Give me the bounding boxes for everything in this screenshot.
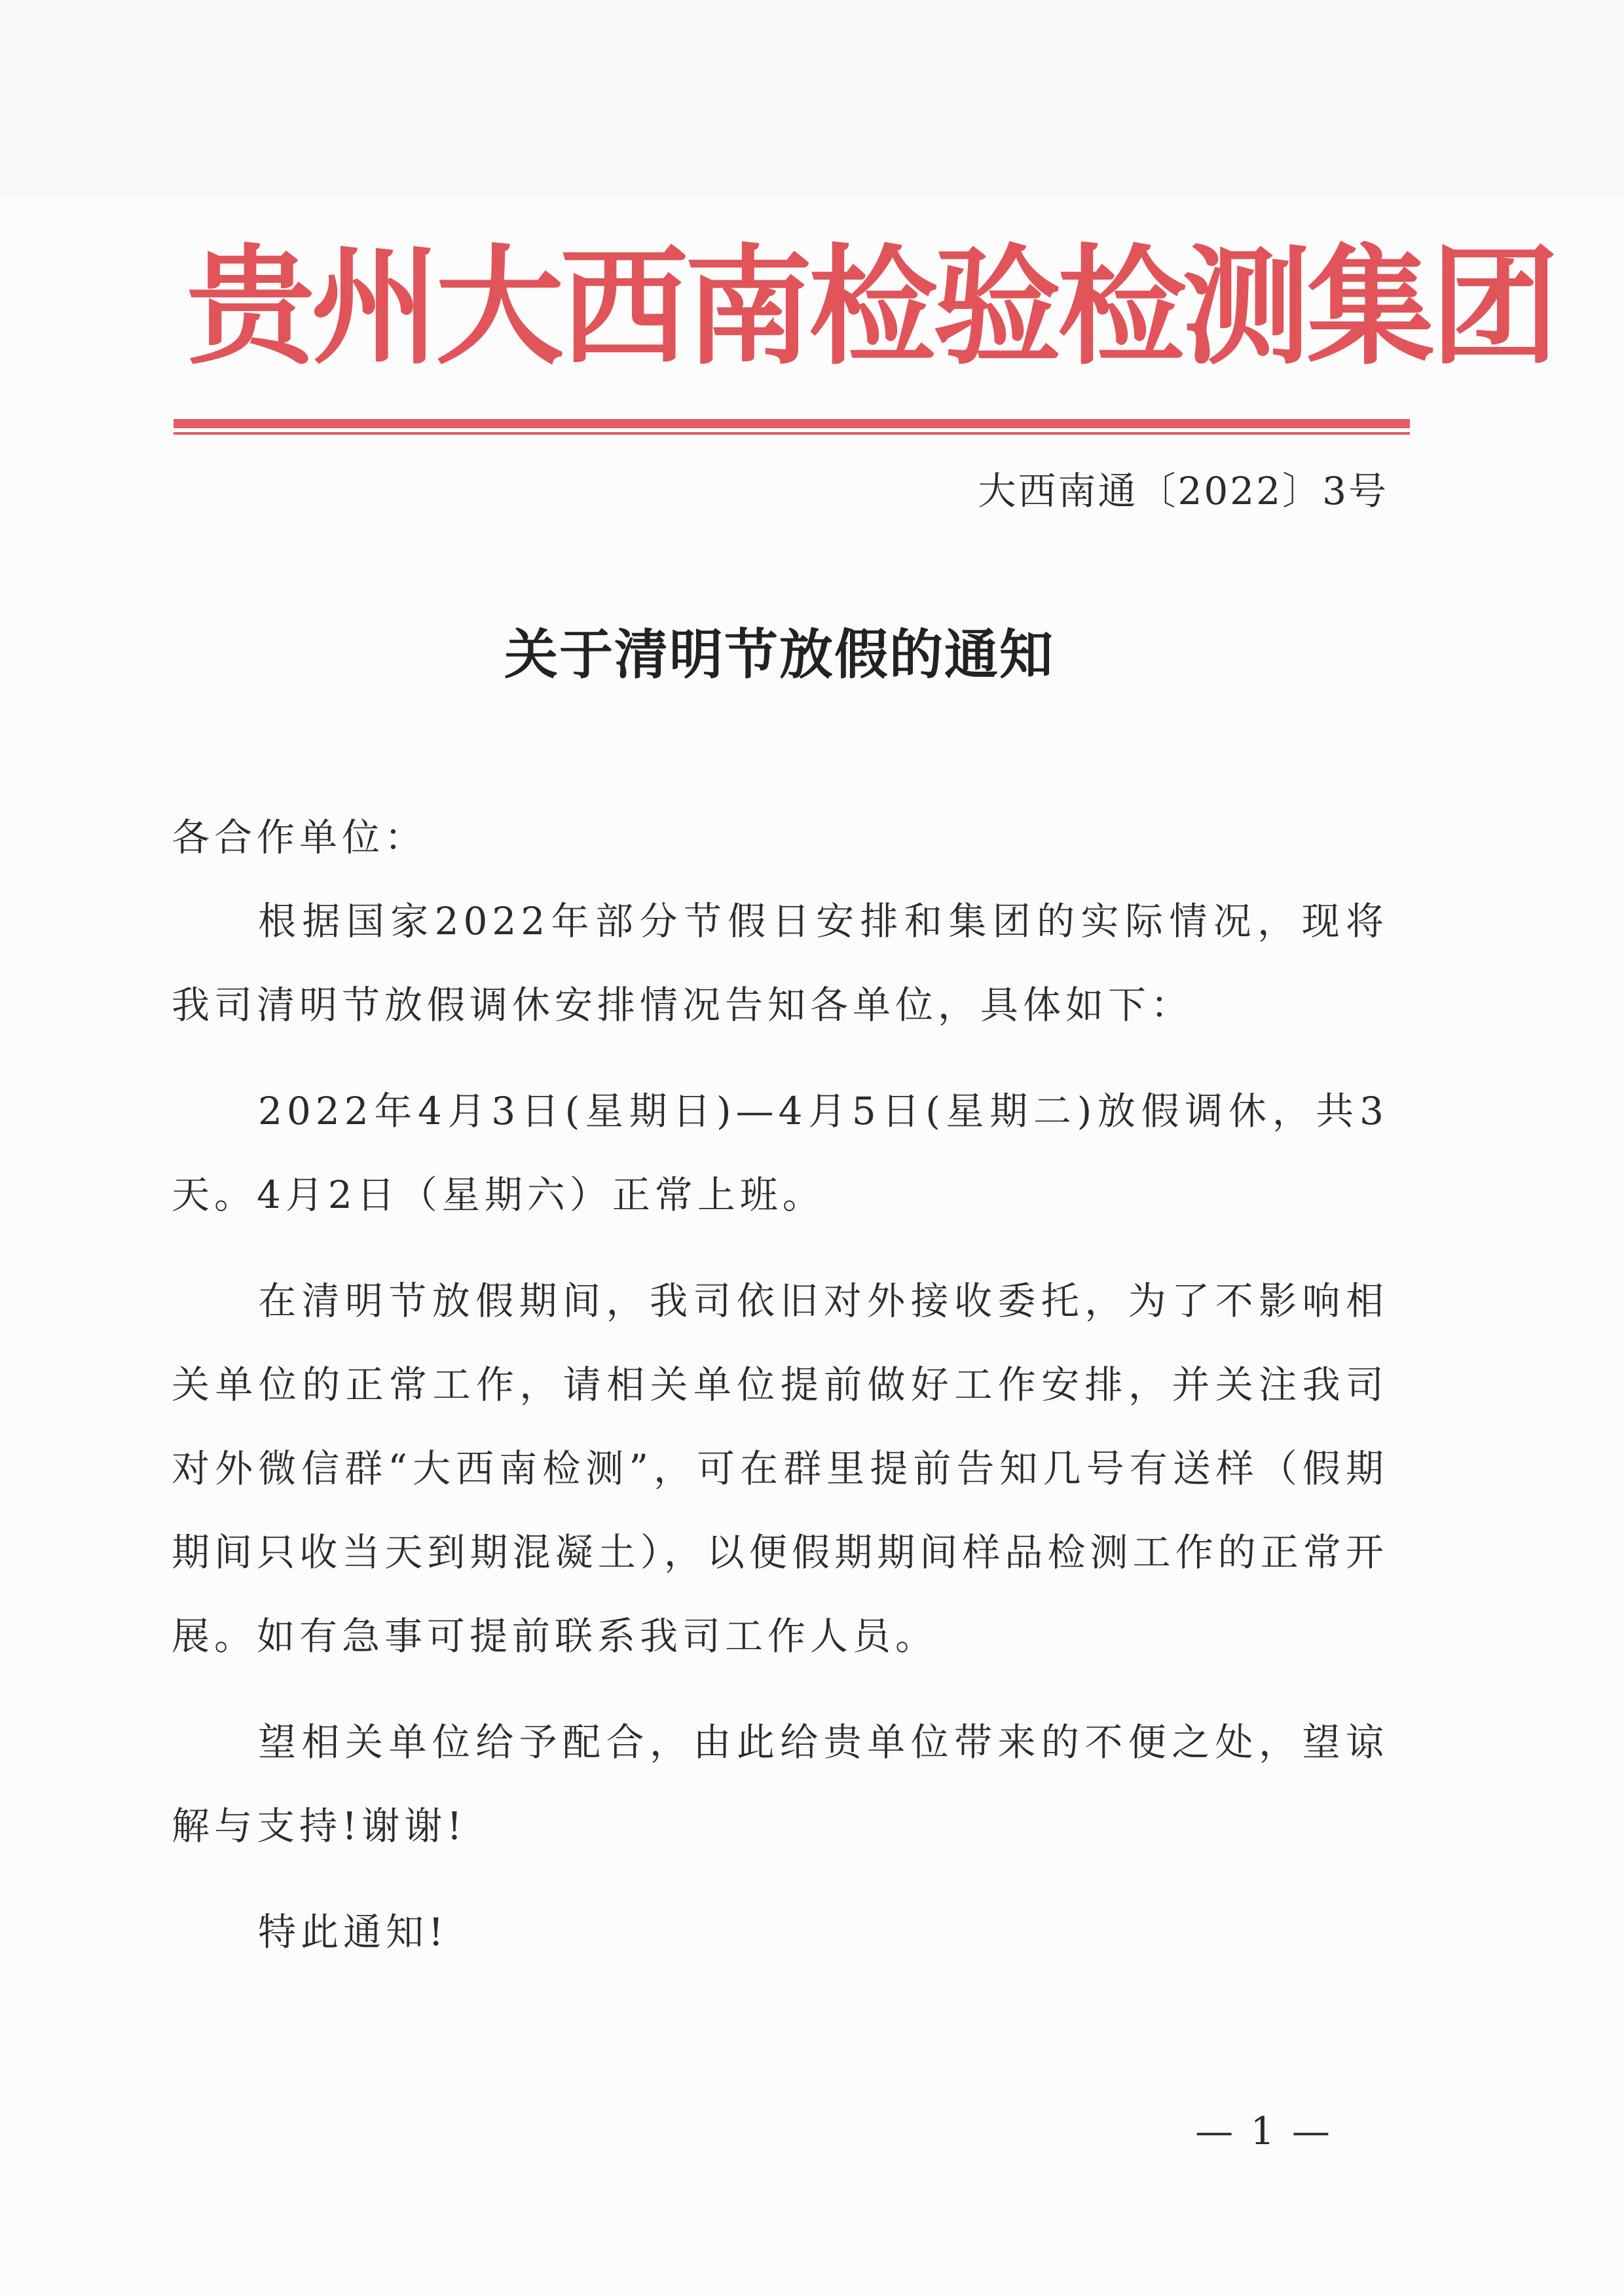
page-number: — 1 — [1195,2109,1333,2153]
notice-body [172,795,1388,1974]
paragraph-arrangements: 在清明节放假期间，我司依旧对外接收委托，为了不影响相关单位的正常工作，请相关单位提前做好工作安排，并关注我司对外微信群“大西南检测”，可在群里提前告知几号有送样（假期期间只收当天到期混凝土），以便假期期间样品检测工作的正常开展。如有急事可提前联系我司工作人员。 [172,1279,1388,1658]
closing-line: 特此通知! [258,1910,449,1954]
paragraph-schedule: 2022年4月3日(星期日)—4月5日(星期二)放假调休，共3天。4月2日（星期六）正常上班。 [172,1089,1388,1217]
organization-title: 贵州大西南检验检测集团 [187,233,1556,382]
paragraph-intro: 根据国家2022年部分节假日安排和集团的实际情况，现将我司清明节放假调休安排情况告知各单位，具体如下： [172,899,1388,1027]
document-number: 大西南通〔2022〕3号 [978,469,1388,513]
paragraph-request: 望相关单位给予配合，由此给贵单位带来的不便之处，望谅解与支持!谢谢! [172,1720,1388,1848]
top-margin [0,0,1624,196]
salutation: 各合作单位： [172,815,428,860]
red-header-rule-thin [174,432,1410,435]
notice-title: 关于清明节放假的通知 [504,623,1054,686]
red-header-rule [174,419,1410,428]
